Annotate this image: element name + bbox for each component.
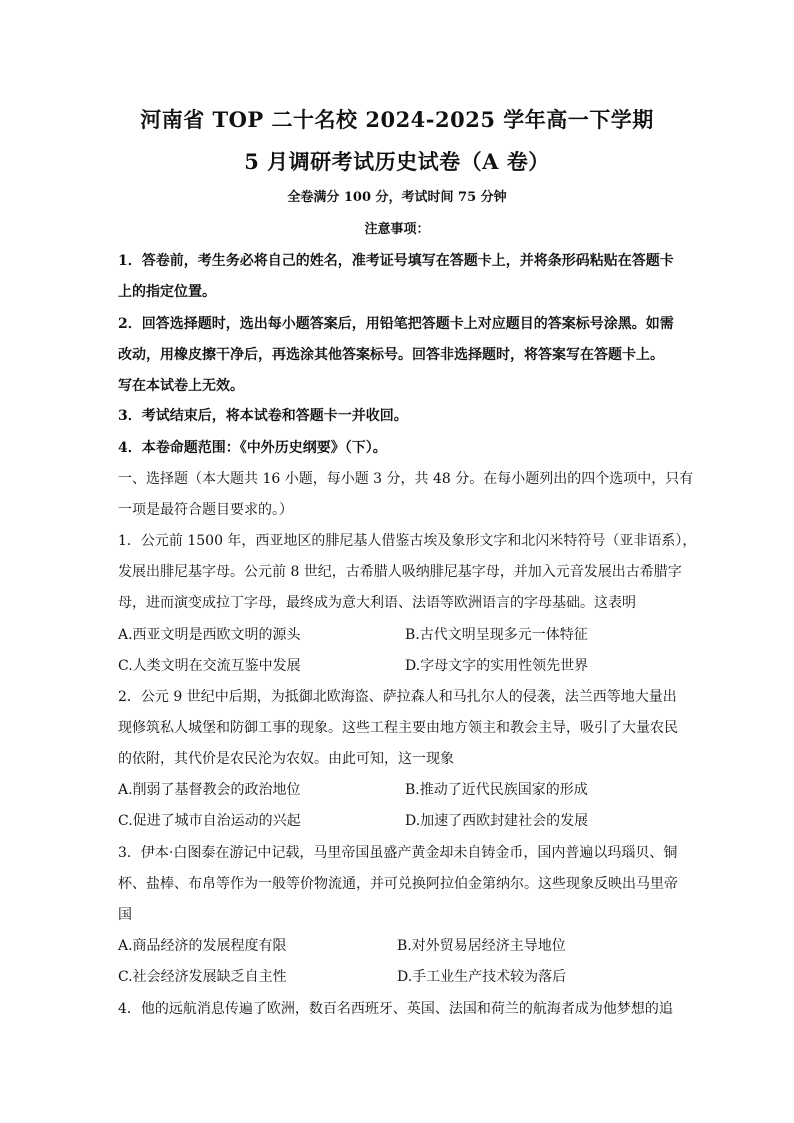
question-1-stem-line-3: 母，进而演变成拉丁字母，最终成为意大利语、法语等欧洲语言的字母基础。这表明 xyxy=(118,595,636,611)
section-heading-line-1: 一、选择题（本大题共 16 小题，每小题 3 分，共 48 分。在每小题列出的四个选项中，只有 xyxy=(118,471,694,487)
notice-2-line-1: 2．回答选择题时，选出每小题答案后，用铅笔把答题卡上对应题目的答案标号涂黑。如需 xyxy=(118,316,674,332)
question-1-stem-line-1: 1．公元前 1500 年，西亚地区的腓尼基人借鉴古埃及象形文字和北闪米特符号（亚非语系）， xyxy=(118,533,697,549)
notice-3: 3．考试结束后，将本试卷和答题卡一并收回。 xyxy=(118,408,408,424)
notice-2-line-2: 改动，用橡皮擦干净后，再选涂其他答案标号。回答非选择题时，将答案写在答题卡上。 xyxy=(118,347,664,363)
question-2-option-a: A.削弱了基督教会的政治地位 xyxy=(118,782,301,798)
notice-4: 4．本卷命题范围：《中外历史纲要》（下）。 xyxy=(118,440,387,456)
exam-title-line2: 5 月调研考试历史试卷（A 卷） xyxy=(244,149,550,174)
score-time-info: 全卷满分 100 分，考试时间 75 分钟 xyxy=(287,190,507,205)
question-2-option-b: B.推动了近代民族国家的形成 xyxy=(405,782,588,798)
question-3-option-a: A.商品经济的发展程度有限 xyxy=(118,938,287,954)
question-2-option-c: C.促进了城市自治运动的兴起 xyxy=(118,813,301,829)
question-2-stem-line-3: 的依附，其代价是农民沦为农奴。由此可知，这一现象 xyxy=(118,751,454,767)
question-2-stem-line-2: 现修筑私人城堡和防御工事的现象。这些工程主要由地方领主和教会主导，吸引了大量农民 xyxy=(118,720,678,736)
notice-1-line-2: 上的指定位置。 xyxy=(118,284,216,300)
notice-2-line-3: 写在本试卷上无效。 xyxy=(118,378,244,394)
question-3-stem-line-3: 国 xyxy=(118,907,132,923)
question-2-option-d: D.加速了西欧封建社会的发展 xyxy=(405,813,589,829)
notice-1-line-1: 1．答卷前，考生务必将自己的姓名，准考证号填写在答题卡上，并将条形码粘贴在答题卡 xyxy=(118,253,674,269)
question-4-stem-line-1: 4．他的远航消息传遍了欧洲，数百名西班牙、英国、法国和荷兰的航海者成为他梦想的追 xyxy=(118,1001,673,1017)
section-heading-line-2: 一项是最符合题目要求的。） xyxy=(118,502,293,518)
question-3-stem-line-2: 杯、盐棒、布帛等作为一般等价物流通，并可兑换阿拉伯金第纳尔。这些现象反映出马里帝 xyxy=(118,876,678,892)
question-3-option-d: D.手工业生产技术较为落后 xyxy=(397,969,567,985)
exam-title-line1: 河南省 TOP 二十名校 2024-2025 学年高一下学期 xyxy=(140,107,654,132)
question-1-stem-line-2: 发展出腓尼基字母。公元前 8 世纪，古希腊人吸纳腓尼基字母，并加入元音发展出古希腊字 xyxy=(118,564,682,580)
question-3-option-c: C.社会经济发展缺乏自主性 xyxy=(118,969,287,985)
question-1-option-c: C.人类文明在交流互鉴中发展 xyxy=(118,658,301,674)
question-1-option-b: B.古代文明呈现多元一体特征 xyxy=(405,627,588,643)
question-3-stem-line-1: 3．伊本·白图泰在游记中记载，马里帝国虽盛产黄金却未自铸金币，国内普遍以玛瑙贝、铜 xyxy=(118,845,678,861)
question-1-option-a: A.西亚文明是西欧文明的源头 xyxy=(118,627,301,643)
question-3-option-b: B.对外贸易居经济主导地位 xyxy=(397,938,566,954)
question-1-option-d: D.字母文字的实用性领先世界 xyxy=(405,658,589,674)
question-2-stem-line-1: 2．公元 9 世纪中后期，为抵御北欧海盗、萨拉森人和马扎尔人的侵袭，法兰西等地大量出 xyxy=(118,689,677,705)
notice-heading: 注意事项： xyxy=(364,222,430,237)
